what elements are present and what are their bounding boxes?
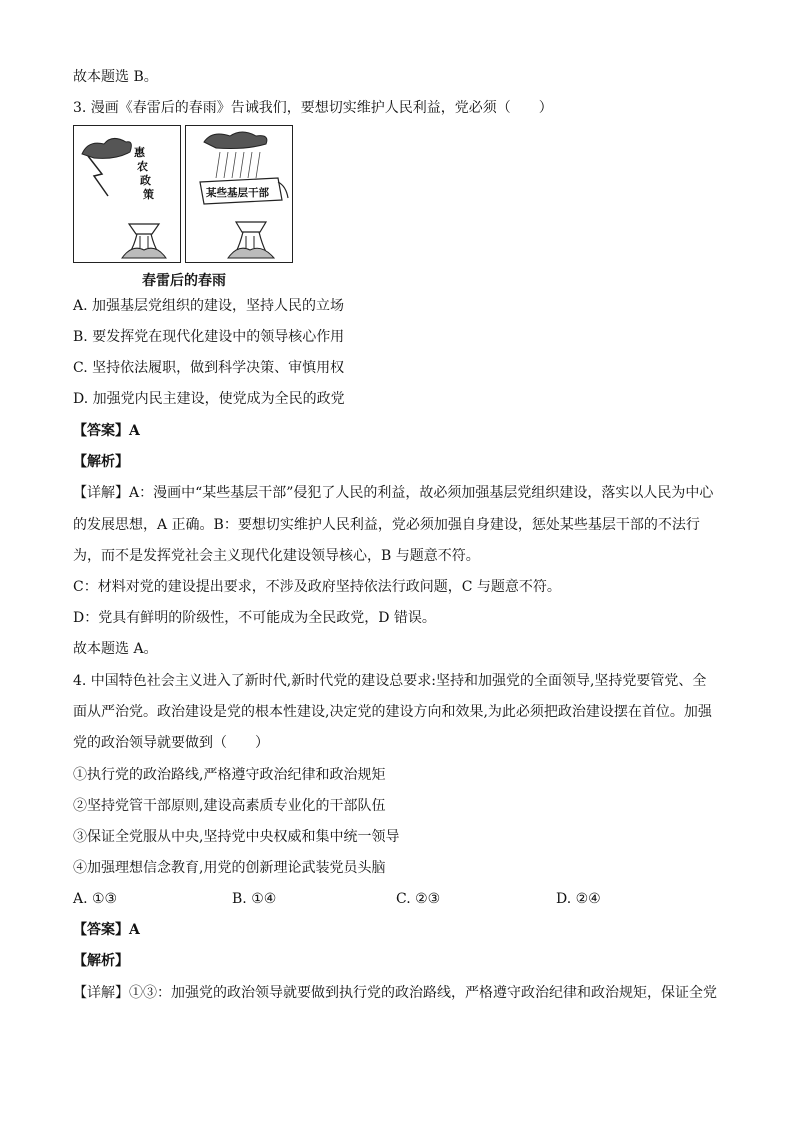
question-4-statement-1: ①执行党的政治路线,严格遵守政治纪律和政治规矩 bbox=[73, 767, 386, 783]
cartoon-left-panel bbox=[73, 125, 181, 263]
question-4-options bbox=[0, 889, 794, 909]
cartoon-left-text-4: 策 bbox=[143, 188, 154, 201]
question-3-answer: 【答案】A bbox=[73, 423, 140, 439]
question-4-analysis-label: 【解析】 bbox=[73, 953, 129, 969]
cartoon-left-drawing bbox=[74, 126, 180, 262]
cartoon-left-text-3: 政 bbox=[140, 174, 151, 187]
cartoon-caption: 春雷后的春雨 bbox=[142, 273, 226, 289]
question-3-option-b: B. 要发挥党在现代化建设中的领导核心作用 bbox=[73, 329, 345, 345]
question-3-option-a: A. 加强基层党组织的建设，坚持人民的立场 bbox=[73, 298, 345, 314]
question-3-stem: 3. 漫画《春雷后的春雨》告诫我们，要想切实维护人民利益，党必须（ ） bbox=[73, 100, 553, 116]
question-3-conclusion: 故本题选 A。 bbox=[73, 641, 158, 657]
question-3-analysis-label: 【解析】 bbox=[73, 454, 129, 470]
question-4-detail-line: 【详解】①③：加强党的政治领导就要做到执行党的政治路线，严格遵守政治纪律和政治规矩，保证全党 bbox=[73, 985, 717, 1001]
question-4-option-d: D. ②④ bbox=[556, 891, 601, 907]
question-4-statement-2: ②坚持党管干部原则,建设高素质专业化的干部队伍 bbox=[73, 798, 386, 814]
question-4-statement-3: ③保证全党服从中央,坚持党中央权威和集中统一领导 bbox=[73, 829, 400, 845]
question-4-answer: 【答案】A bbox=[73, 922, 140, 938]
cartoon-left-text-1: 惠 bbox=[134, 146, 145, 159]
question-4-stem: 4. 中国特色社会主义进入了新时代,新时代党的建设总要求:坚持和加强党的全面领导,坚持党要管党、全 bbox=[73, 673, 707, 689]
question-3-option-c: C. 坚持依法履职，做到科学决策、审慎用权 bbox=[73, 360, 345, 376]
question-4-statement-4: ④加强理想信念教育,用党的创新理论武装党员头脑 bbox=[73, 860, 386, 876]
question-4-option-c: C. ②③ bbox=[396, 891, 441, 907]
cartoon-right-sign-text: 某些基层干部 bbox=[206, 187, 269, 199]
text-line: 故本题选 B。 bbox=[73, 69, 158, 85]
cartoon-left-text-2: 农 bbox=[137, 160, 148, 173]
question-3-detail-line: D：党具有鲜明的阶级性，不可能成为全民政党，D 错误。 bbox=[73, 610, 436, 626]
question-4-option-a: A. ①③ bbox=[73, 891, 118, 907]
cartoon-figure bbox=[73, 125, 295, 290]
cartoon-right-panel bbox=[185, 125, 293, 263]
question-3-detail-line: C：材料对党的建设提出要求，不涉及政府坚持依法行政问题，C 与题意不符。 bbox=[73, 579, 561, 595]
question-4-stem: 党的政治领导就要做到（ ） bbox=[73, 735, 269, 751]
question-3-detail-line: 为，而不是发挥党社会主义现代化建设领导核心，B 与题意不符。 bbox=[73, 548, 480, 564]
question-4-option-b: B. ①④ bbox=[232, 891, 277, 907]
question-4-stem: 面从严治党。政治建设是党的根本性建设,决定党的建设方向和效果,为此必须把政治建设摆在首位。加强 bbox=[73, 704, 712, 720]
question-3-detail-line: 【详解】A：漫画中“某些基层干部”侵犯了人民的利益，故必须加强基层党组织建设，落实以人民为中心 bbox=[73, 485, 714, 501]
cartoon-right-drawing bbox=[186, 126, 292, 262]
question-3-detail-line: 的发展思想，A 正确。B：要想切实维护人民利益，党必须加强自身建设，惩处某些基层干部的不法行 bbox=[73, 517, 700, 533]
question-3-option-d: D. 加强党内民主建设，使党成为全民的政党 bbox=[73, 391, 345, 407]
